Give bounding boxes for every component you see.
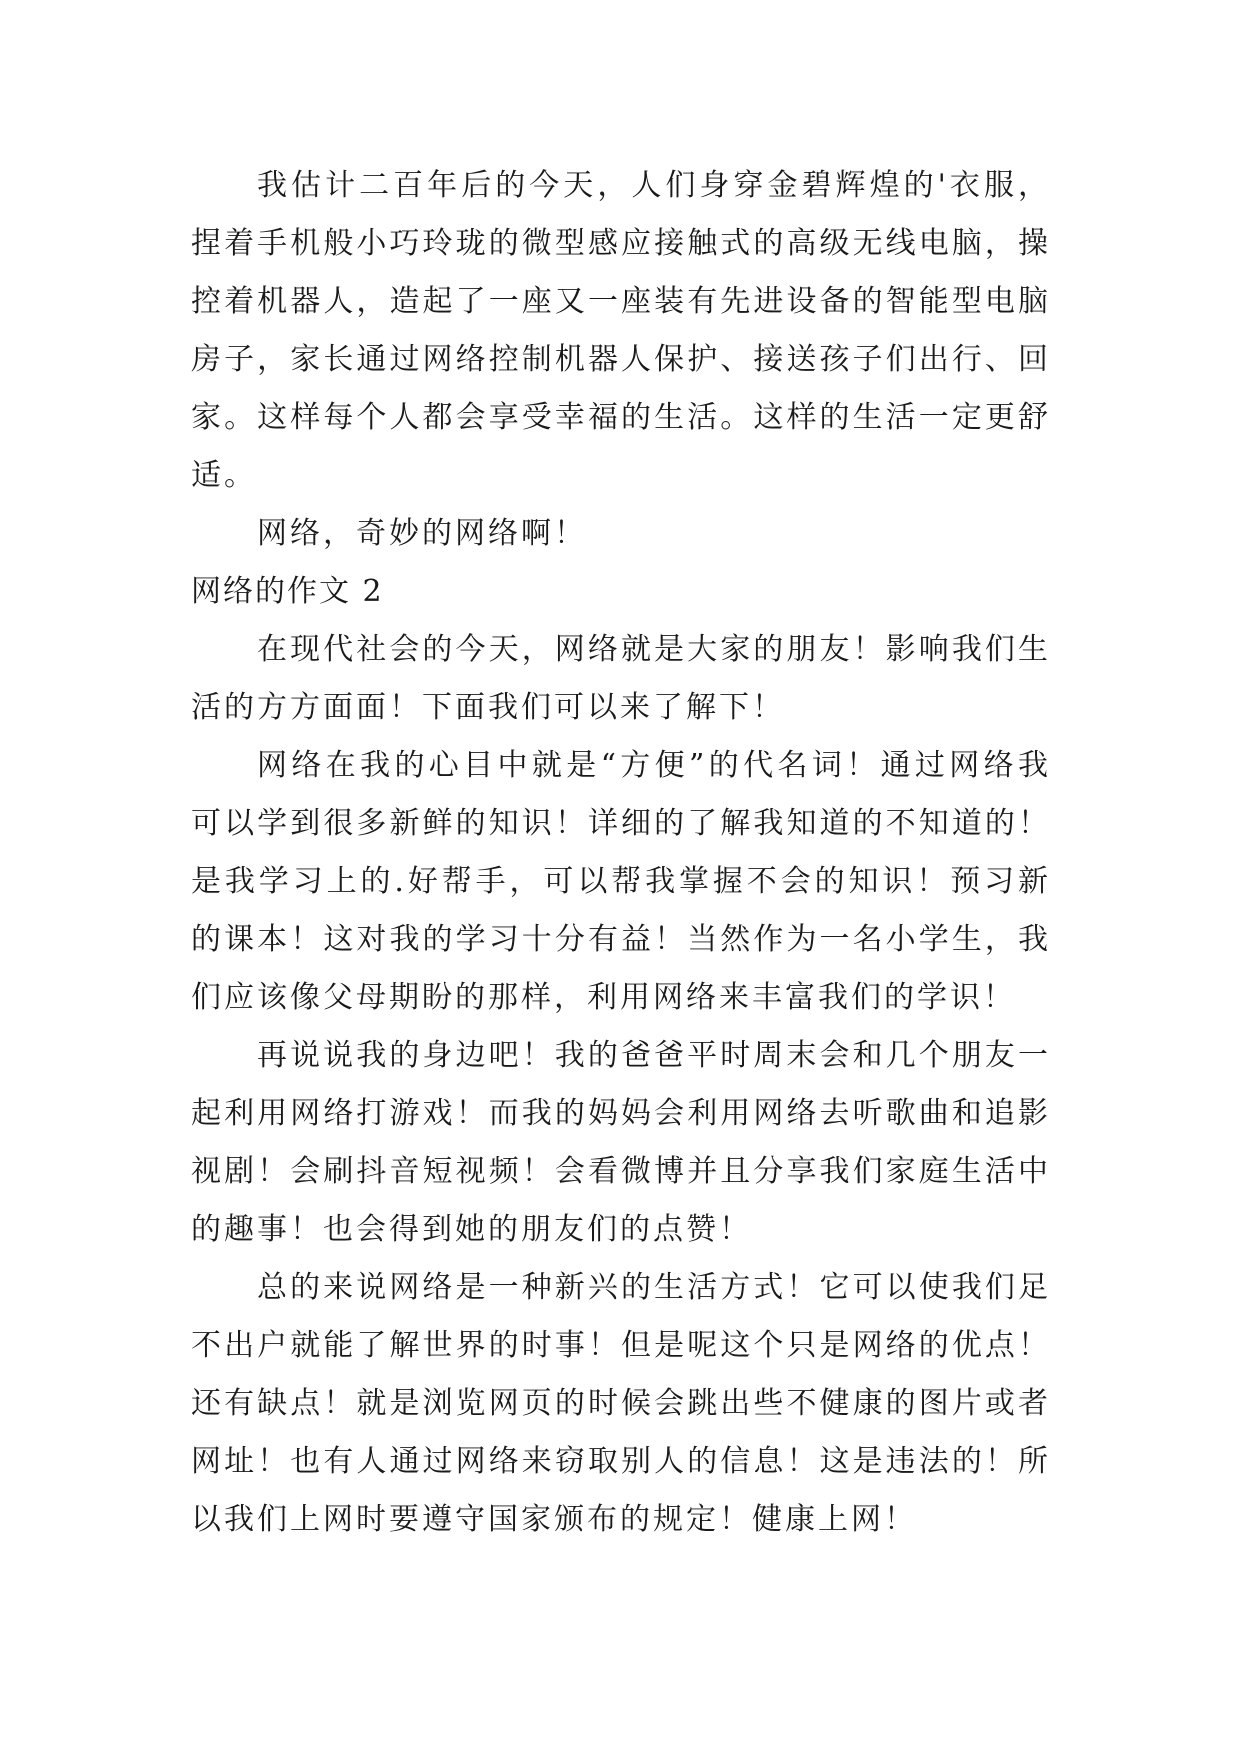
document-body bbox=[191, 157, 1051, 1549]
paragraph-conclusion: 总的来说网络是一种新兴的生活方式！它可以使我们足不出户就能了解世界的时事！但是呢这个只是网络的优点！还有缺点！就是浏览网页的时候会跳出些不健康的图片或者网址！也有人通过网络来窃取别人的信息！这是违法的！所以我们上网时要遵守国家颁布的规定！健康上网！ bbox=[191, 1270, 1051, 1537]
paragraph-future-imagination: 我估计二百年后的今天，人们身穿金碧辉煌的'衣服，捏着手机般小巧玲珑的微型感应接触式的高级无线电脑，操控着机器人，造起了一座又一座装有先进设备的智能型电脑房子，家长通过网络控制机器人保护、接送孩子们出行、回家。这样每个人都会享受幸福的生活。这样的生活一定更舒适。 bbox=[191, 168, 1051, 493]
paragraph-family: 再说说我的身边吧！我的爸爸平时周末会和几个朋友一起利用网络打游戏！而我的妈妈会利用网络去听歌曲和追影视剧！会刷抖音短视频！会看微博并且分享我们家庭生活中的趣事！也会得到她的朋友们的点赞！ bbox=[191, 1038, 1051, 1247]
paragraph-exclamation: 网络，奇妙的网络啊！ bbox=[257, 516, 587, 551]
paragraph-intro: 在现代社会的今天，网络就是大家的朋友！影响我们生活的方方面面！下面我们可以来了解下！ bbox=[191, 632, 1051, 725]
paragraph-convenience: 网络在我的心目中就是“方便”的代名词！通过网络我可以学到很多新鲜的知识！详细的了解我知道的不知道的！是我学习上的.好帮手，可以帮我掌握不会的知识！预习新的课本！这对我的学习十分有益！当然作为一名小学生，我们应该像父母期盼的那样，利用网络来丰富我们的学识！ bbox=[191, 748, 1051, 1015]
section-title: 网络的作文 2 bbox=[191, 574, 384, 609]
